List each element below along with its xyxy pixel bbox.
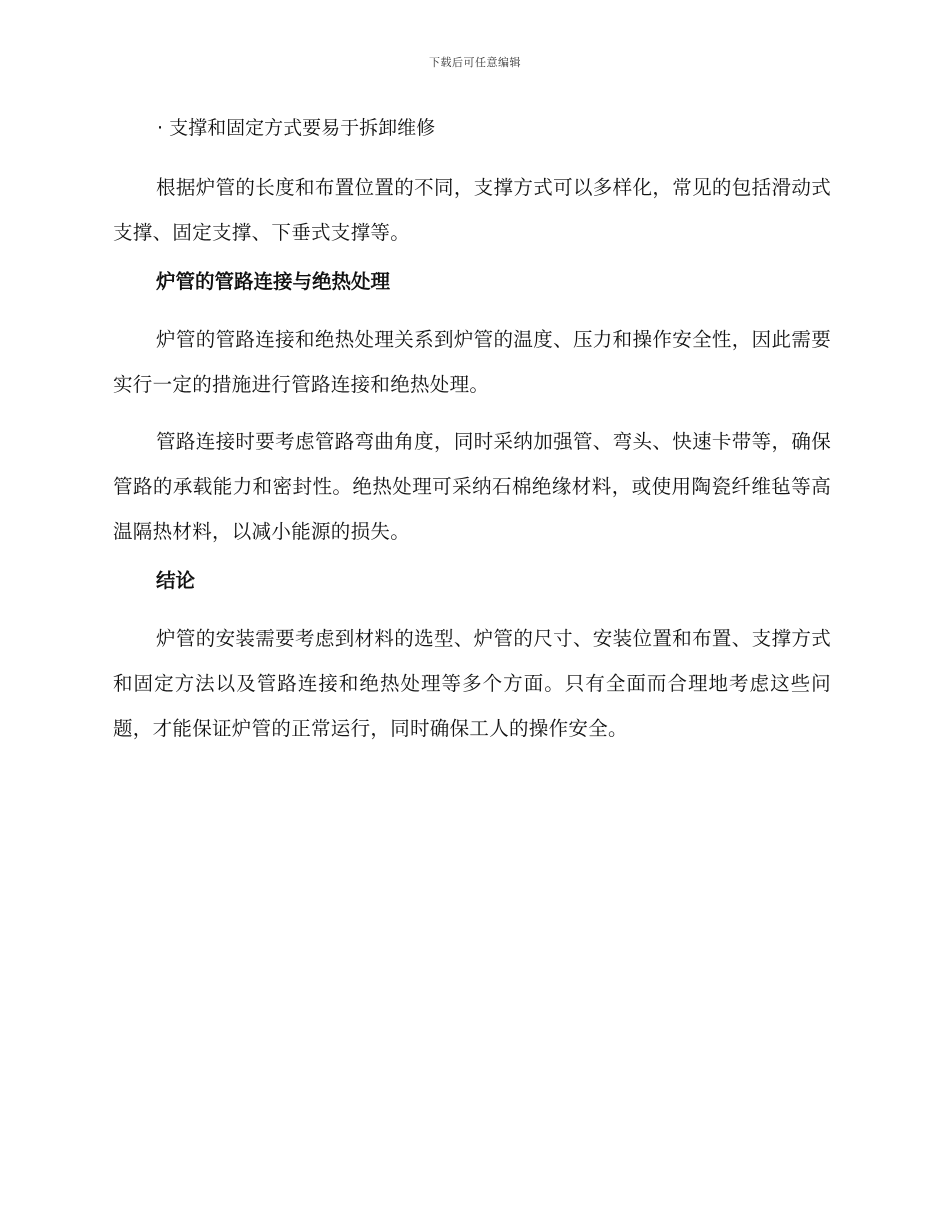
paragraph-conclusion: 炉管的安装需要考虑到材料的选型、炉管的尺寸、安装位置和布置、支撑方式和固定方法以及管路连接和绝热处理等多个方面。只有全面而合理地考虑这些问题，才能保证炉管的正常运行，同时确保工人的操作安全。 <box>113 627 831 740</box>
bullet-item: · 支撑和固定方式要易于拆卸维修 <box>157 117 436 139</box>
document-body <box>113 110 831 763</box>
paragraph-pipe-connection-details: 管路连接时要考虑管路弯曲角度，同时采纳加强管、弯头、快速卡带等，确保管路的承载能力和密封性。绝热处理可采纳石棉绝缘材料，或使用陶瓷纤维毡等高温隔热材料，以减小能源的损失。 <box>113 430 831 543</box>
paragraph-pipe-insulation-intro: 炉管的管路连接和绝热处理关系到炉管的温度、压力和操作安全性，因此需要实行一定的措施进行管路连接和绝热处理。 <box>113 328 831 396</box>
section-heading-pipe-connection: 炉管的管路连接与绝热处理 <box>156 270 391 293</box>
section-heading-conclusion: 结论 <box>156 569 196 592</box>
paragraph-support-methods: 根据炉管的长度和布置位置的不同，支撑方式可以多样化，常见的包括滑动式支撑、固定支撑、下垂式支撑等。 <box>113 176 831 244</box>
header-note: 下载后可任意编辑 <box>429 56 521 69</box>
